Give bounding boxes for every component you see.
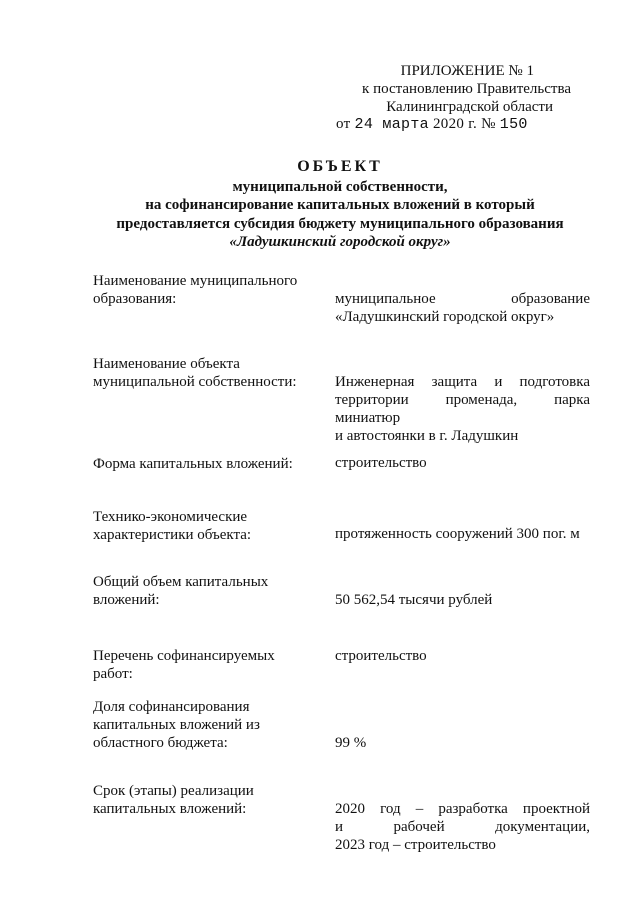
row-value [335,373,590,445]
row-label [93,573,313,609]
label-line: Технико-экономические [93,509,248,525]
title-main: ОБЪЕКТ [297,158,383,175]
row-value [335,800,590,854]
label-line: капитальных вложений из [93,717,260,733]
resolution-number: 150 [499,116,528,133]
row-label [93,698,313,752]
row-label [93,272,313,308]
row-label [93,782,313,818]
row-label [93,455,313,473]
value-line: и автостоянки в г. Ладушкин [335,428,519,444]
row-label [93,508,313,544]
value-line: строительство [335,455,427,471]
row-value [335,454,590,472]
label-line: Наименование объекта [93,356,240,372]
label-line: Доля софинансирования [93,699,250,715]
row-label [93,647,313,683]
region-line: Калининградской области [386,99,553,115]
value-line: территории променада, парка миниатюр [335,392,590,426]
title-line-1: муниципальной собственности, [232,178,448,195]
label-line: характеристики объекта: [93,527,252,543]
label-line: образования: [93,291,177,307]
row-value [335,734,590,752]
value-line: 2020 год – разработка проектной [335,801,590,817]
title-line-2: на софинансирование капитальных вложений в который [145,197,535,213]
label-line: Перечень софинансируемых [93,648,275,664]
label-line: Наименование муниципального [93,273,298,289]
label-line: капитальных вложений: [93,801,247,817]
label-line: Форма капитальных вложений: [93,456,293,472]
label-line: Срок (этапы) реализации [93,783,254,799]
date-prefix: от [336,116,355,132]
row-value [335,525,590,543]
date-year: 2020 г. № [428,116,500,132]
row-label [93,355,313,391]
row-value [335,591,590,609]
document-title [60,158,620,252]
label-line: Общий объем капитальных [93,574,269,590]
row-value [335,647,590,665]
value-line: Инженерная защита и подготовка [335,374,590,390]
resolution-date: 24 марта [354,116,429,133]
value-line: и рабочей документации, [335,819,590,835]
appendix-title: ПРИЛОЖЕНИЕ № 1 [400,63,534,79]
row-value [335,290,590,326]
label-line: работ: [93,666,133,682]
value-line: 2023 год – строительство [335,837,496,853]
label-line: муниципальной собственности: [93,374,297,390]
title-line-4: «Ладушкинский городской округ» [229,234,451,250]
value-line: протяженность сооружений 300 пог. м [335,526,580,542]
label-line: вложений: [93,592,160,608]
title-line-3: предоставляется субсидия бюджету муниципального образования [116,215,564,232]
value-line: 50 562,54 тысячи рублей [335,592,493,608]
value-line: «Ладушкинский городской округ» [335,309,555,325]
resolution-date-line [336,115,528,134]
value-line: 99 % [335,735,367,751]
label-line: областного бюджета: [93,735,228,751]
value-line: строительство [335,648,427,664]
resolution-line: к постановлению Правительства [362,81,571,97]
value-line: муниципальное образование [335,291,590,307]
